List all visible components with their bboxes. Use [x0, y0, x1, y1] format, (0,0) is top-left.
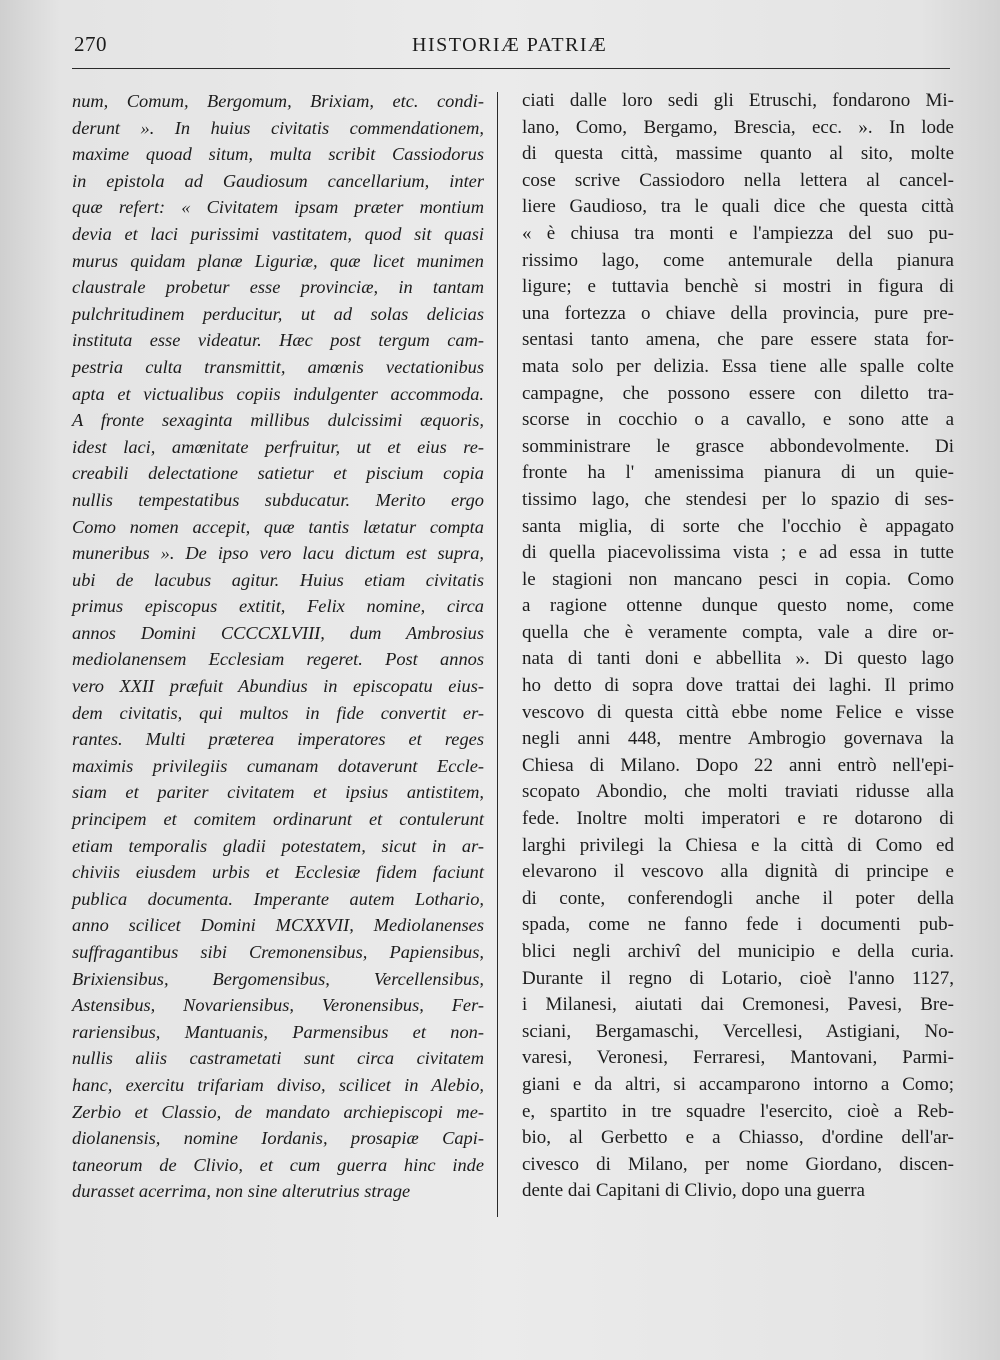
text-line: etiam temporalis gladii potestatem, sicut in ar- — [72, 835, 484, 856]
text-line: nata di tanti doni e abbellita ». Di questo lago — [522, 648, 954, 670]
text-line: Como nomen accepit, quæ tantis lætatur compta — [72, 516, 484, 537]
text-line: Brixiensibus, Bergomensibus, Vercellensibus, — [72, 968, 484, 989]
left-column-latin-text — [72, 88, 484, 1205]
text-line: Chiesa di Milano. Dopo 22 anni entrò nell'epi- — [522, 754, 954, 776]
text-line: civesco di Milano, per nome Giordano, discen- — [522, 1153, 954, 1175]
text-line: ciati dalle loro sedi gli Etruschi, fondarono Mi- — [522, 90, 954, 111]
text-line: ho detto di sopra dove trattai dei laghi. Il primo — [522, 675, 954, 697]
text-line: tissimo lago, che stendesi per lo spazio di ses- — [522, 488, 954, 510]
text-line: santa miglia, di sorte che l'occhio è appagato — [522, 515, 954, 537]
text-line: murus quidam planæ Liguriæ, quæ licet munimen — [72, 250, 484, 271]
text-line: somministrare le grasce abbondevolmente. Di — [522, 435, 954, 457]
text-line: a ragione ottenne dunque questo nome, come — [522, 595, 954, 617]
text-line: spada, come ne fanno fede i documenti pub- — [522, 914, 954, 936]
text-line: mata solo per delizia. Essa tiene alle spalle colte — [522, 355, 954, 377]
text-line: idest laci, amœnitate perfruitur, ut et eius re- — [72, 436, 484, 457]
text-line: suffragantibus sibi Cremonensibus, Papiensibus, — [72, 942, 484, 962]
text-line: di conte, conferendogli anche il poter della — [522, 887, 954, 909]
text-line: campagne, che possono essere con diletto tra- — [522, 382, 954, 404]
text-line: annos Domini CCCCXLVIII, dum Ambrosius — [72, 622, 484, 643]
text-line: dem civitatis, qui multos in fide convertit er- — [72, 702, 484, 723]
text-line: publica documenta. Imperante autem Lothario, — [72, 888, 484, 909]
text-line: cose scrive Cassiodoro nella lettera al cancel- — [522, 169, 954, 191]
text-line: ubi de lacubus agitur. Huius etiam civitatis — [72, 569, 484, 590]
text-line: pestria culta transmittit, amœnis vectationibus — [72, 356, 484, 377]
text-line: rariensibus, Mantuanis, Parmensibus et non- — [72, 1021, 484, 1042]
text-line: muneribus ». De ipso vero lacu dictum est supra, — [72, 543, 484, 564]
text-line: vescovo di questa città ebbe nome Felice e visse — [522, 701, 954, 723]
text-line: pulchritudinem perducitur, ut ad solas delicias — [72, 303, 484, 324]
text-line: sentasi tanto amena, che pare essere stata for- — [522, 329, 954, 351]
text-line: primus episcopus extitit, Felix nomine, circa — [72, 596, 484, 617]
running-title: HISTORIÆ PATRIÆ — [412, 34, 608, 56]
text-line: durasset acerrima, non sine alterutrius strage — [72, 1181, 411, 1202]
text-line: maximis privilegiis cumanam dotaverunt Eccle- — [72, 755, 484, 776]
page-number: 270 — [74, 32, 107, 56]
text-line: diolanensis, nomine Iordanis, prosapiæ Capi- — [72, 1128, 484, 1149]
text-line: le stagioni non mancano pesci in copia. Como — [522, 568, 954, 590]
text-line: vero XXII præfuit Abundius in episcopatu eius- — [72, 676, 484, 697]
text-line: anno scilicet Domini MCXXVII, Mediolanenses — [72, 915, 484, 936]
text-line: num, Comum, Bergomum, Brixiam, etc. condi- — [72, 91, 484, 111]
text-line: Zerbio et Classio, de mandato archiepiscopi me- — [72, 1101, 484, 1122]
text-line: Astensibus, Novariensibus, Veronensibus, Fer- — [72, 995, 484, 1016]
text-line: lano, Como, Bergamo, Brescia, ecc. ». In lode — [522, 116, 954, 138]
text-line: Durante il regno di Lotario, cioè l'anno 1127, — [522, 967, 954, 989]
text-line: fronte ha l' amenissima pianura di un quie- — [522, 462, 954, 484]
text-line: in epistola ad Gaudiosum cancellarium, inter — [72, 170, 484, 191]
text-line: creabili delectatione satietur et piscium copia — [72, 463, 484, 484]
text-line: elevarono il vescovo alla dignità di principe e — [522, 861, 954, 883]
text-line: fede. Inoltre molti imperatori e re dotarono di — [522, 808, 954, 830]
text-line: liere Gaudioso, tra le quali dice che questa città — [522, 196, 954, 218]
text-line: varesi, Veronesi, Ferraresi, Mantovani, Parmi- — [522, 1047, 954, 1069]
text-line: hanc, exercitu trifariam diviso, scilicet in Alebio, — [72, 1074, 484, 1095]
text-line: ligure; e tuttavia benchè si mostri in figura di — [522, 276, 954, 298]
header-rule — [72, 68, 950, 69]
text-line: devia et laci purissimi vastitatem, quod sit quasi — [72, 223, 484, 244]
text-line: principem et comitem ordinarunt et contulerunt — [72, 809, 484, 830]
text-line: claustrale probetur esse provinciæ, in tantam — [72, 277, 484, 298]
text-line: derunt ». In huius civitatis commendationem, — [72, 117, 484, 138]
text-line: rissimo lago, come antemurale della pianura — [522, 249, 954, 271]
text-line: scorse in cocchio o a cavallo, e sono atte a — [522, 409, 954, 431]
text-line: chiviis eiusdem urbis et Ecclesiæ fidem faciunt — [72, 862, 484, 883]
text-line: negli anni 448, mentre Ambrogio governava la — [522, 728, 954, 750]
text-line: apta et victualibus copiis indulgenter accommoda. — [72, 383, 484, 404]
page-header — [0, 0, 1000, 80]
text-line: quæ refert: « Civitatem ipsam præter montium — [72, 197, 484, 218]
text-line: maxime quoad situm, multa scribit Cassiodorus — [72, 144, 484, 165]
text-line: nullis aliis castrametati sunt circa civitatem — [72, 1048, 484, 1069]
text-line: sciani, Bergamaschi, Vercellesi, Astigiani, No- — [522, 1020, 954, 1042]
text-line: scopato Abondio, che molti traviati ridusse alla — [522, 781, 954, 803]
text-line: nullis tempestatibus subducatur. Merito ergo — [72, 489, 484, 510]
text-line: bio, al Gerbetto e a Chiasso, d'ordine dell'ar- — [522, 1127, 954, 1149]
column-divider — [497, 92, 498, 1217]
text-line: giani e da altri, si accamparono intorno a Como; — [522, 1073, 954, 1095]
right-column-italian-text — [522, 88, 954, 1205]
text-line: di quella piacevolissima vista ; e ad essa in tutte — [522, 542, 954, 564]
text-line: blici negli archivî del municipio e della curia. — [522, 941, 954, 962]
text-line: e, spartito in tre squadre l'esercito, cioè a Reb- — [522, 1100, 954, 1122]
text-line: A fronte sexaginta millibus dulcissimi æquoris, — [72, 410, 484, 431]
text-line: una fortezza o chiave della provincia, pure pre- — [522, 302, 954, 324]
text-line: instituta esse videatur. Hæc post tergum cam- — [72, 330, 484, 351]
text-line: quella che è veramente compta, vale a dire or- — [522, 621, 954, 643]
text-line: di questa città, massime quanto al sito, molte — [522, 143, 954, 165]
text-line: dente dai Capitani di Clivio, dopo una guerra — [522, 1180, 865, 1202]
text-line: « è chiusa tra monti e l'ampiezza del suo pu- — [522, 222, 954, 244]
text-line: mediolanensem Ecclesiam regeret. Post annos — [72, 649, 484, 670]
text-line: taneorum de Clivio, et cum guerra hinc inde — [72, 1154, 484, 1175]
text-line: larghi privilegi la Chiesa e la città di Como ed — [522, 834, 954, 856]
text-line: i Milanesi, aiutati dai Cremonesi, Pavesi, Bre- — [522, 994, 954, 1016]
text-line: rantes. Multi præterea imperatores et reges — [72, 729, 484, 750]
text-line: siam et pariter civitatem et ipsius antistitem, — [72, 782, 484, 803]
